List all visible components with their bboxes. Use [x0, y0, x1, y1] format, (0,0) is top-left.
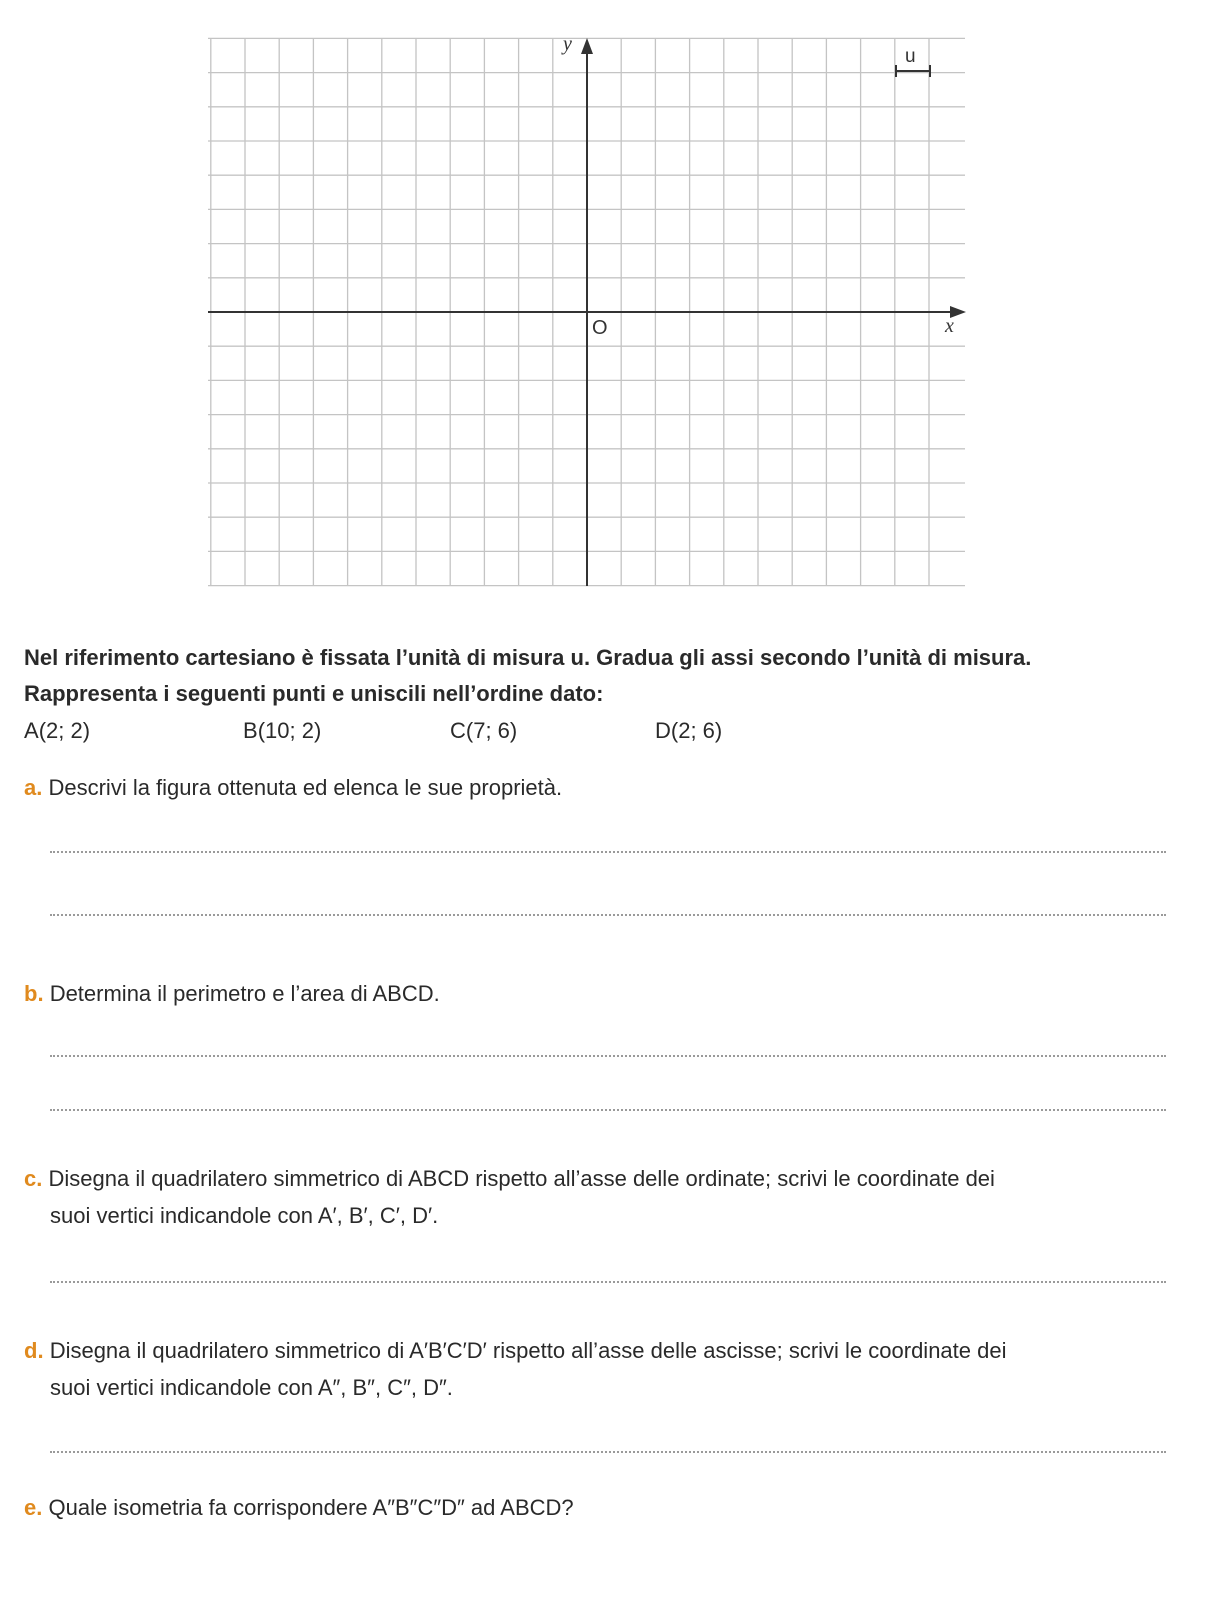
- cartesian-grid-figure: [0, 0, 1205, 610]
- axes: [208, 38, 966, 586]
- answer-line[interactable]: [50, 1451, 1166, 1453]
- answer-line[interactable]: [50, 1109, 1166, 1111]
- question-a: [24, 770, 562, 806]
- instruction-line-2: Rappresenta i seguenti punti e uniscili nell’ordine dato:: [24, 681, 604, 706]
- question-text: Disegna il quadrilatero simmetrico di A′B′C′D′ rispetto all’asse delle ascisse; scrivi le coordinate dei: [49, 1338, 1007, 1363]
- point-a: [24, 717, 90, 745]
- question-text: Quale isometria fa corrispondere A″B″C″D″ ad ABCD?: [48, 1495, 574, 1520]
- question-text: Determina il perimetro e l’area di ABCD.: [49, 981, 440, 1006]
- instruction-line-1: Nel riferimento cartesiano è fissata l’unità di misura u. Gradua gli assi secondo l’unità di misura.: [24, 645, 1032, 670]
- question-c-continued: [50, 1198, 438, 1234]
- point-b: [243, 717, 321, 745]
- question-letter: c.: [24, 1166, 43, 1191]
- question-text: suoi vertici indicandole con A′, B′, C′, D′.: [50, 1203, 439, 1228]
- y-axis-label: y: [563, 33, 572, 55]
- question-letter: b.: [24, 981, 44, 1006]
- origin-label: O: [592, 317, 608, 339]
- x-axis-label: x: [945, 315, 954, 337]
- answer-line[interactable]: [50, 851, 1166, 853]
- point-letter: A: [24, 718, 39, 743]
- question-letter: e.: [24, 1495, 43, 1520]
- question-text: Disegna il quadrilatero simmetrico di ABCD rispetto all’asse delle ordinate; scrivi le coordinate dei: [48, 1166, 995, 1191]
- point-coords: (2; 2): [38, 718, 91, 743]
- point-coords: (10; 2): [257, 718, 322, 743]
- question-letter: d.: [24, 1338, 44, 1363]
- question-letter: a.: [24, 775, 43, 800]
- point-letter: B: [243, 718, 258, 743]
- question-d-continued: [50, 1370, 453, 1406]
- point-letter: C: [450, 718, 466, 743]
- unit-label: u: [905, 46, 916, 67]
- answer-line[interactable]: [50, 1055, 1166, 1057]
- question-b: [24, 976, 440, 1012]
- point-coords: (2; 6): [670, 718, 723, 743]
- point-d: [655, 717, 722, 745]
- answer-line[interactable]: [50, 914, 1166, 916]
- question-text: suoi vertici indicandole con A″, B″, C″, D″.: [50, 1375, 453, 1400]
- question-e: [24, 1490, 574, 1526]
- question-text: Descrivi la figura ottenuta ed elenca le sue proprietà.: [48, 775, 563, 800]
- answer-line[interactable]: [50, 1281, 1166, 1283]
- point-c: [450, 717, 517, 745]
- question-c: [24, 1161, 995, 1197]
- question-d: [24, 1333, 1006, 1369]
- point-letter: D: [655, 718, 671, 743]
- point-coords: (7; 6): [465, 718, 518, 743]
- y-axis-arrow: [581, 38, 593, 54]
